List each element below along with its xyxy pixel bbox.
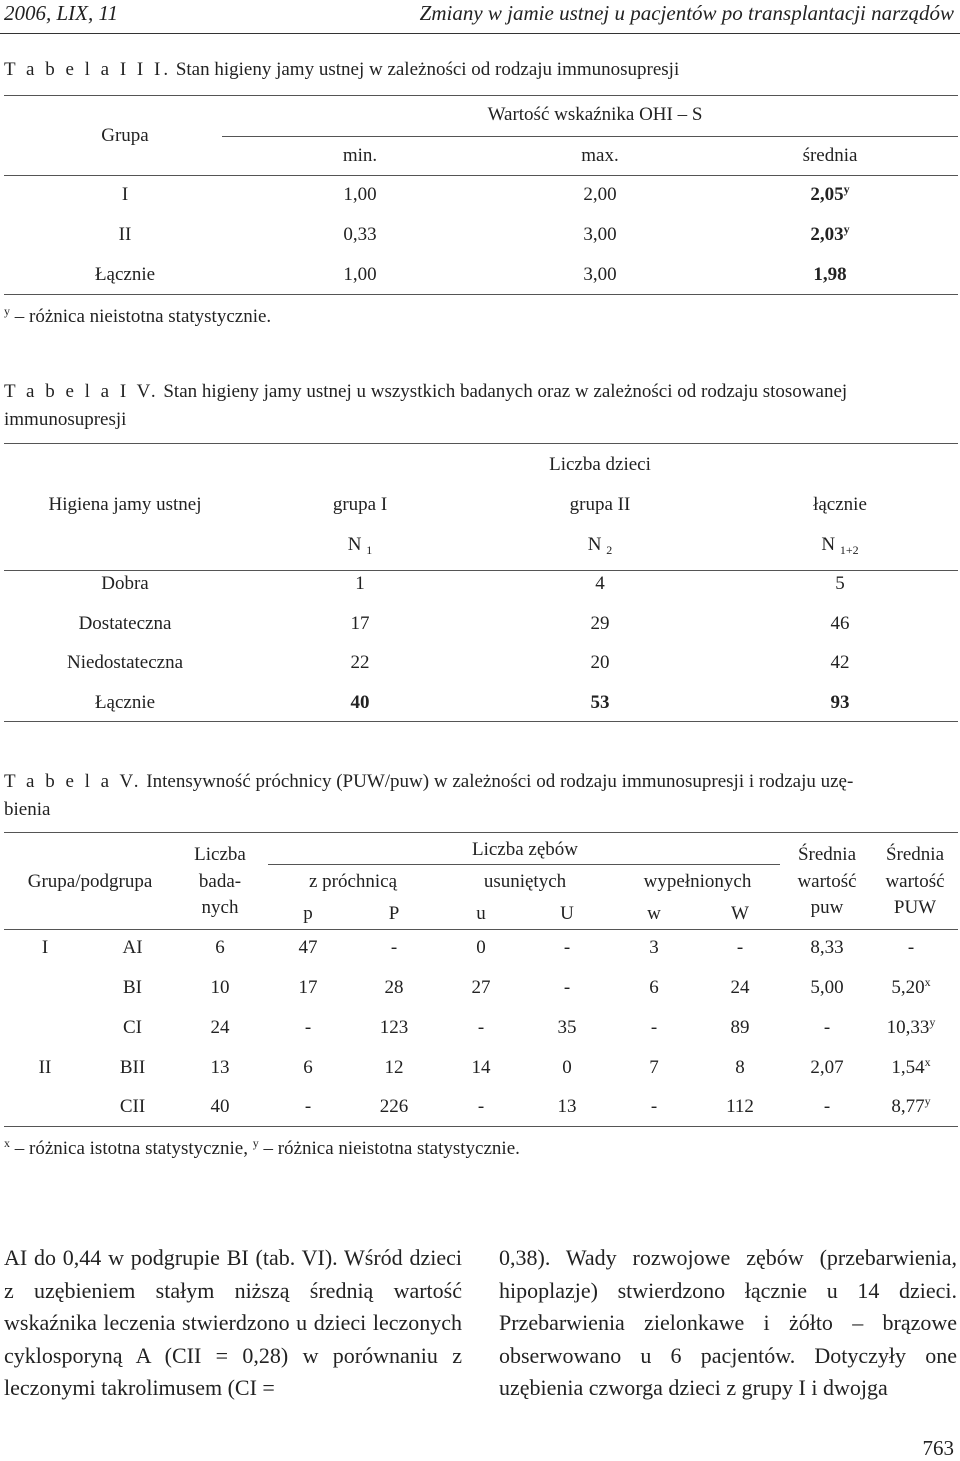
table5-label: T a b e l a V. <box>4 771 142 792</box>
table3-cell-max: 2,00 <box>583 184 617 205</box>
significance-mark: y <box>929 1015 936 1029</box>
table5-cell-PUW <box>866 1057 956 1079</box>
table4-cell-group1: 40 <box>350 692 370 713</box>
table3-title: Stan higieny jamy ustnej w zależności od rodzaju immunosupresji <box>175 59 680 80</box>
table3-header-value: Wartość wskaźnika OHI – S <box>487 104 703 125</box>
table5-cell-PUW-value: - <box>907 937 915 958</box>
table5-header-puw-line2: wartość <box>797 871 857 892</box>
table5-cell-w: - <box>650 1017 658 1038</box>
table4-cell-label: Dobra <box>101 573 149 594</box>
table5-cell-p: 6 <box>303 1057 313 1078</box>
table5-header-caries: z próchnicą <box>308 871 398 892</box>
page-number: 763 <box>922 1436 954 1460</box>
footnote-text: – różnica nieistotna statystycznie. <box>14 306 272 327</box>
table5-header-u: u <box>476 903 486 924</box>
table3-label: T a b e l a I I I. <box>4 59 172 80</box>
table3-bottom-rule <box>4 294 958 295</box>
header-rule <box>0 33 960 34</box>
table5-cell-u: - <box>477 1096 485 1117</box>
table4-header-n2 <box>530 534 670 556</box>
table4-head-rule <box>4 570 958 571</box>
table5-cell-W: 8 <box>735 1057 745 1078</box>
table5-header-U: U <box>560 903 574 924</box>
body-column-left: AI do 0,44 w podgrupie BI (tab. VI). Wśród dzieci z uzębieniem stałym niższą średnią wartość wskaźnika leczenia stwierdzono u dzieci leczonych cyklosporyną A (CII = 0,28) w porównaniu z leczonymi takrolimusem (CI = <box>4 1245 462 1400</box>
table3-cell-max: 3,00 <box>583 264 617 285</box>
significance-mark: x <box>924 975 931 989</box>
table4-cell-label: Dostateczna <box>78 613 172 634</box>
table3-cell-mean <box>750 184 910 206</box>
table3-header-max: max. <box>581 145 619 166</box>
table5-cell-subgroup: AI <box>122 937 143 958</box>
table3-cell-group: Łącznie <box>94 264 156 285</box>
table5-cell-w: 7 <box>649 1057 659 1078</box>
table5-cell-p: - <box>304 1096 312 1117</box>
table5-cell-p: 17 <box>298 977 318 998</box>
table4-cell-group1: 17 <box>350 613 370 634</box>
table4-header-hygiene: Higiena jamy ustnej <box>48 494 202 515</box>
table4-cell-total: 5 <box>835 573 845 594</box>
table5-cell-PUW <box>866 1096 956 1118</box>
table3-head-rule <box>4 175 958 176</box>
table5-cell-PUW-value: 1,54 <box>891 1057 925 1078</box>
table5-cell-n: 24 <box>210 1017 230 1038</box>
table5-cell-P: 12 <box>384 1057 404 1078</box>
table4-cell-group1: 22 <box>350 652 370 673</box>
table4-cell-group1: 1 <box>355 573 365 594</box>
table4-header-group1: grupa I <box>332 494 388 515</box>
significance-mark: x <box>924 1055 931 1069</box>
n-subscript: 1 <box>366 543 373 557</box>
footnote-text-y: – różnica nieistotna statystycznie. <box>263 1138 520 1159</box>
table5-header-n-line2: bada- <box>198 871 242 892</box>
table3-mid-rule <box>222 136 958 137</box>
table4-top-rule <box>4 443 958 444</box>
table5-cell-W: 112 <box>726 1096 754 1117</box>
table4-cell-total: 46 <box>830 613 850 634</box>
running-header-right: Zmiany w jamie ustnej u pacjentów po transplantacji narządów <box>419 1 954 25</box>
table3-cell-group: I <box>121 184 129 205</box>
table5-cell-u: 0 <box>476 937 486 958</box>
table4-title: Stan higieny jamy ustnej u wszystkich badanych oraz w zależności od rodzaju stosowanej <box>163 381 848 402</box>
table4-header-group2: grupa II <box>569 494 631 515</box>
table5-cell-w: - <box>650 1096 658 1117</box>
table5-cell-group: I <box>41 937 49 958</box>
footnote-mark-x: x <box>4 1136 10 1150</box>
table3-cell-min: 1,00 <box>343 184 377 205</box>
table5-cell-group: II <box>38 1057 52 1078</box>
table3-cell-mean <box>750 264 910 286</box>
table5-cell-puw: - <box>823 1017 831 1038</box>
table5-cell-u: 27 <box>471 977 491 998</box>
table5-cell-U: - <box>563 977 571 998</box>
table5-cell-p: 47 <box>298 937 318 958</box>
table5-cell-U: 0 <box>562 1057 572 1078</box>
table5-cell-puw: 2,07 <box>810 1057 844 1078</box>
table5-header-P: P <box>388 903 400 924</box>
table5-header-group: Grupa/podgrupa <box>27 871 153 892</box>
table5-header-W: W <box>731 903 749 924</box>
table5-cell-u: - <box>477 1017 485 1038</box>
table5-header-puw-line1: Średnia <box>797 844 857 865</box>
table4-cell-group2: 20 <box>590 652 610 673</box>
table5-cell-P: 123 <box>379 1017 409 1038</box>
table5-cell-PUW <box>866 937 956 959</box>
table5-header-w: w <box>647 903 661 924</box>
footnote-mark-y: y <box>252 1136 259 1150</box>
table5-header-filled: wypełnionych <box>643 871 752 892</box>
table4-cell-group2: 4 <box>595 573 605 594</box>
table5-cell-n: 6 <box>215 937 225 958</box>
table3-cell-min: 0,33 <box>343 224 377 245</box>
table5-cell-PUW-value: 10,33 <box>886 1017 930 1038</box>
table5-cell-W: 24 <box>730 977 750 998</box>
table5-bottom-rule <box>4 1126 958 1127</box>
table4-header-n1 <box>300 534 420 556</box>
table5-cell-PUW-value: 5,20 <box>891 977 925 998</box>
table4-caption <box>4 378 958 434</box>
table5-cell-P: 226 <box>379 1096 409 1117</box>
table5-cell-subgroup: CI <box>123 1017 142 1038</box>
n-subscript: 1+2 <box>839 543 859 557</box>
table5-teeth-rule <box>268 864 780 865</box>
table5-header-n-line3: nych <box>201 897 239 918</box>
table3-cell-min: 1,00 <box>343 264 377 285</box>
table5-cell-W: - <box>736 937 744 958</box>
n-symbol: N <box>347 534 362 555</box>
significance-mark: y <box>924 1094 931 1108</box>
table5-cell-p: - <box>304 1017 312 1038</box>
table5-header-PUW-line3: PUW <box>893 897 937 918</box>
table5-cell-puw: 8,33 <box>810 937 844 958</box>
n-symbol: N <box>587 534 602 555</box>
table5-title-line2: bienia <box>4 799 51 820</box>
table3-cell-mean-value: 1,98 <box>813 264 847 285</box>
table5-top-rule <box>4 832 958 833</box>
table4-cell-label: Niedostateczna <box>66 652 184 673</box>
table5-cell-w: 3 <box>649 937 659 958</box>
table5-cell-puw: - <box>823 1096 831 1117</box>
table5-head-rule <box>4 929 958 930</box>
table5-cell-subgroup: BI <box>123 977 142 998</box>
table3-caption <box>4 56 679 84</box>
table5-cell-PUW-value: 8,77 <box>891 1096 925 1117</box>
table5-header-PUW-line1: Średnia <box>885 844 945 865</box>
footnote-text-x: – różnica istotna statystycznie, <box>14 1138 248 1159</box>
table5-cell-W: 89 <box>730 1017 750 1038</box>
table3-cell-mean-value: 2,05 <box>810 184 844 205</box>
table5-cell-puw: 5,00 <box>810 977 844 998</box>
table3-cell-mean-value: 2,03 <box>810 224 844 245</box>
table5-header-p: p <box>303 903 313 924</box>
table5-footnote <box>4 1138 520 1160</box>
table5-cell-PUW <box>866 977 956 999</box>
table5-cell-P: 28 <box>384 977 404 998</box>
significance-mark: y <box>843 182 850 196</box>
table4-cell-group2: 53 <box>590 692 610 713</box>
table3-header-group: Grupa <box>101 125 149 146</box>
table3-top-rule <box>4 95 958 96</box>
table3-header-mean: średnia <box>802 145 858 166</box>
table5-header-extracted: usuniętych <box>483 871 567 892</box>
table5-cell-w: 6 <box>649 977 659 998</box>
table5-title: Intensywność próchnicy (PUW/puw) w zależności od rodzaju immunosupresji i rodzaju uzę- <box>146 771 854 792</box>
footnote-mark: y <box>4 304 10 318</box>
table5-cell-U: 35 <box>557 1017 577 1038</box>
table4-title-line2: immunosupresji <box>4 409 127 430</box>
table4-cell-total: 93 <box>830 692 850 713</box>
table5-header-PUW-line2: wartość <box>885 871 945 892</box>
table4-cell-label: Łącznie <box>94 692 156 713</box>
table5-cell-n: 13 <box>210 1057 230 1078</box>
table5-cell-subgroup: CII <box>119 1096 146 1117</box>
table5-cell-P: - <box>390 937 398 958</box>
table4-bottom-rule <box>4 721 958 722</box>
table5-cell-PUW <box>866 1017 956 1039</box>
table5-cell-subgroup: BII <box>119 1057 146 1078</box>
table5-cell-u: 14 <box>471 1057 491 1078</box>
table4-label: T a b e l a I V. <box>4 381 159 402</box>
table3-header-min: min. <box>342 145 378 166</box>
table5-cell-U: 13 <box>557 1096 577 1117</box>
table5-cell-n: 40 <box>210 1096 230 1117</box>
table5-header-teeth: Liczba zębów <box>471 839 579 860</box>
table4-header-total: łącznie <box>813 494 867 515</box>
body-column-right: 0,38). Wady rozwojowe zębów (przebarwienia, hipoplazje) stwierdzono łącznie u 14 dzieci. Przebarwienia zielonkawe i żółto – brązowe obserwowano u 6 pacjentów. Dotyczyły one uzębienia czworga dzieci z grupy I i dwojga <box>499 1245 957 1400</box>
table5-header-puw-line3: puw <box>810 897 844 918</box>
table5-cell-U: - <box>563 937 571 958</box>
table3-cell-max: 3,00 <box>583 224 617 245</box>
n-symbol: N <box>821 534 836 555</box>
table3-footnote <box>4 306 271 328</box>
n-subscript: 2 <box>606 543 613 557</box>
table5-header-n-line1: Liczba <box>194 844 246 865</box>
table3-cell-group: II <box>118 224 132 245</box>
table4-header-count: Liczba dzieci <box>549 454 651 475</box>
running-header-left: 2006, LIX, 11 <box>4 1 118 25</box>
table4-cell-group2: 29 <box>590 613 610 634</box>
significance-mark: y <box>843 222 850 236</box>
table4-cell-total: 42 <box>830 652 850 673</box>
table3-cell-mean <box>750 224 910 246</box>
table5-cell-n: 10 <box>210 977 230 998</box>
table4-header-n3 <box>770 534 910 556</box>
table5-caption <box>4 768 958 824</box>
